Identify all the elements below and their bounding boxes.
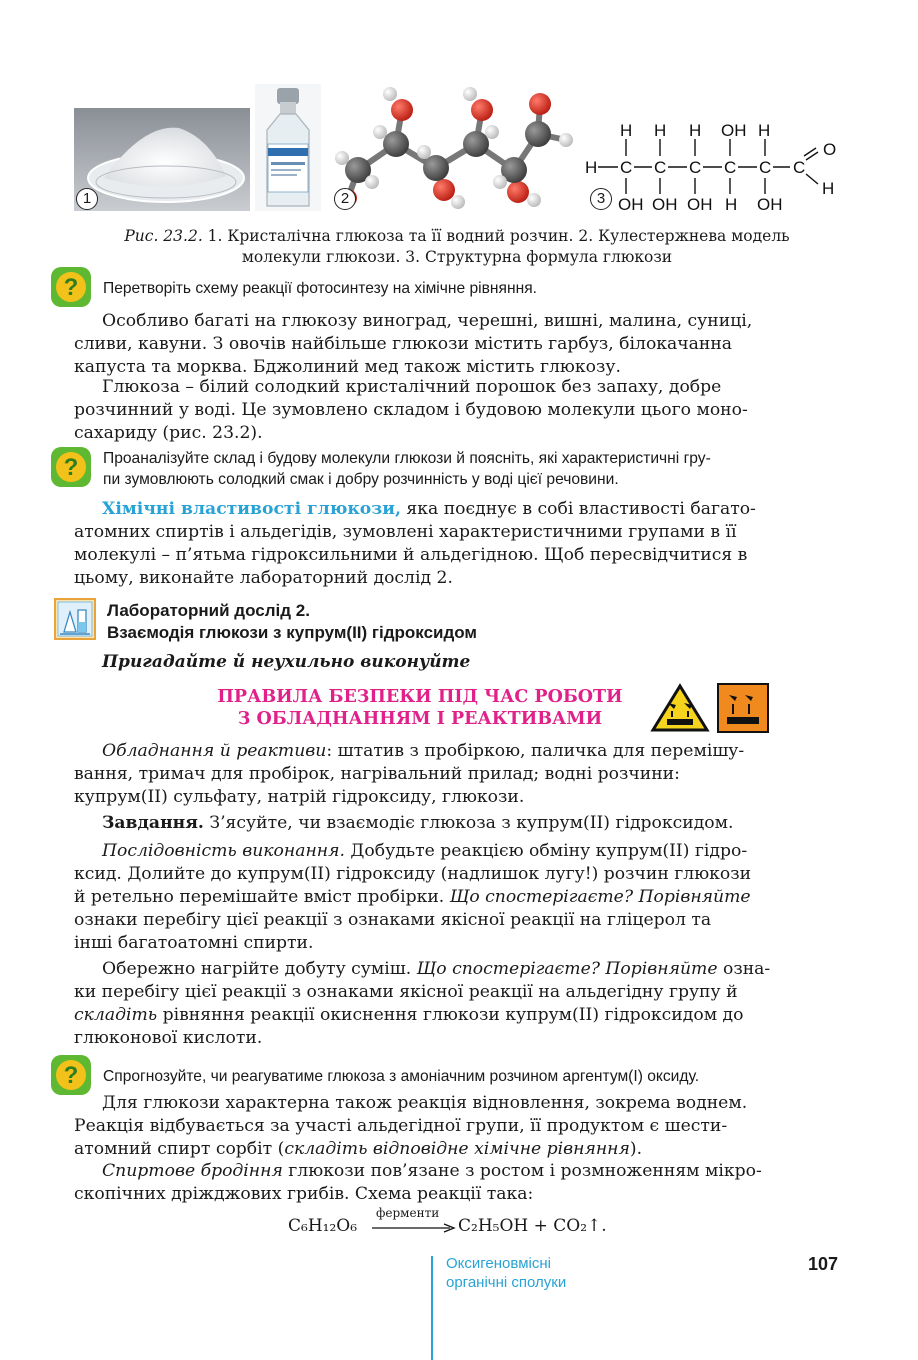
sequence-line4: ознаки перебігу цієї реакції з ознаками якісної реакції на гліцерол та	[74, 910, 712, 930]
struct-top-h-3: H	[689, 121, 702, 140]
equation-arrow-label: ферменти	[376, 1206, 440, 1220]
struct-c-6: C	[793, 158, 806, 177]
caption-line-2: молекули глюкози. 3. Структурна формула глюкози	[241, 248, 673, 266]
corrosive-warning-icon	[650, 683, 710, 733]
lab-remember: Пригадайте й неухильно виконуйте	[102, 652, 471, 672]
sequence-line1: Добудьте реакцією обміну купрум(II) гідро-	[344, 841, 748, 861]
para3-line2: атомних спиртів і альдегідів, зумовлені характеристичними групами в її	[74, 522, 737, 542]
struct-top-h-1: H	[620, 121, 633, 140]
reduction-line3c: ).	[629, 1139, 643, 1159]
heat-line1a: Обережно нагрійте добуту суміш.	[102, 959, 417, 979]
equipment-line1: : штатив з пробіркою, паличка для перемішу-	[326, 741, 745, 761]
struct-c-2: C	[654, 158, 667, 177]
reduction-line1: Для глюкози характерна також реакція відновлення, зокрема воднем.	[102, 1093, 748, 1113]
caption-line-1: 1. Кристалічна глюкоза та її водний розчин. 2. Кулестержнева модель	[202, 227, 790, 245]
lab-experiment-icon	[54, 598, 96, 640]
para1-line1: Особливо багаті на глюкозу виноград, черешні, вишні, малина, суниці,	[102, 311, 753, 331]
struct-c-3: C	[689, 158, 702, 177]
corrosive-orange-icon	[717, 683, 769, 733]
para3-line1: яка поєднує в собі властивості багато-	[400, 499, 756, 519]
struct-top-h-2: H	[654, 121, 667, 140]
question-icon	[50, 446, 92, 488]
reduction-line3b: складіть відповідне хімічне рівняння	[284, 1139, 630, 1159]
para3-line4: цьому, виконайте лабораторний дослід 2.	[74, 568, 453, 588]
heat-line3a: складіть	[74, 1005, 158, 1025]
question2-line1: Проаналізуйте склад і будову молекули глюкози й поясніть, які характеристичні гру-	[103, 450, 711, 467]
section-name-line1: Оксигеновмісні	[446, 1255, 551, 1272]
struct-c-1: C	[620, 158, 633, 177]
figure-badge-2: 2	[334, 188, 356, 210]
equation-right: C₂H₅OH + CO₂↑.	[458, 1216, 607, 1236]
sequence-line3b: Що спостерігаєте? Порівняйте	[449, 887, 751, 907]
reduction-line2: Реакція відбувається за участі альдегідної групи, її продуктом є шести-	[74, 1116, 728, 1136]
heat-line2: ки перебігу цієї реакції з ознаками якісної реакції на альдегідну групу й	[74, 982, 738, 1002]
equipment-line2: вання, тримач для пробірок, нагрівальний прилад; водні розчини:	[74, 764, 680, 784]
lab-title-1: Лабораторний дослід 2.	[107, 601, 310, 620]
equation-left: C₆H₁₂O₆	[288, 1216, 358, 1236]
fermentation-line2: скопічних дріжджових грибів. Схема реакції така:	[74, 1184, 534, 1204]
figure-badge-3: 3	[590, 188, 612, 210]
question-icon	[50, 1054, 92, 1096]
page-number: 107	[808, 1254, 839, 1274]
struct-bottom-h: H	[725, 195, 738, 214]
section-name	[446, 1254, 566, 1292]
structural-formula	[584, 112, 844, 216]
struct-top-h-5: H	[758, 121, 771, 140]
struct-c-4: C	[724, 158, 737, 177]
struct-bottom-oh-5: OH	[757, 195, 783, 214]
figure-caption	[74, 226, 840, 268]
paragraph-fermentation	[74, 1160, 840, 1206]
sequence-line5: інші багатоатомні спирти.	[74, 933, 314, 953]
heat-line1c: озна-	[717, 959, 771, 979]
equipment-line3: купрум(II) сульфату, натрій гідроксиду, глюкози.	[74, 787, 525, 807]
fermentation-equation	[288, 1206, 648, 1246]
question-silver-mirror: Спрогнозуйте, чи реагуватиме глюкоза з амоніачним розчином аргентум(I) оксиду.	[103, 1068, 700, 1085]
struct-aldehyde-o: O	[823, 140, 837, 159]
equipment-label: Обладнання й реактиви	[102, 741, 327, 761]
question-icon	[50, 266, 92, 308]
paragraph-task	[74, 812, 840, 835]
question-photosynthesis: Перетворіть схему реакції фотосинтезу на хімічне рівняння.	[103, 280, 537, 297]
struct-aldehyde-h: H	[822, 179, 835, 198]
fermentation-line1: глюкози пов’язане з ростом і розмноженням мікро-	[282, 1161, 762, 1181]
lab-title-2: Взаємодія глюкози з купрум(II) гідроксидом	[107, 623, 477, 642]
svg-text:?: ?	[63, 454, 79, 481]
para2-line3: сахариду (рис. 23.2).	[74, 423, 263, 443]
struct-left-h: H	[585, 158, 598, 177]
svg-text:?: ?	[63, 1062, 79, 1089]
paragraph-sources	[74, 310, 840, 379]
sequence-line3a: й ретельно перемішайте вміст пробірки.	[74, 887, 450, 907]
caption-prefix: Рис. 23.2.	[124, 227, 203, 245]
ball-and-stick-model	[328, 82, 580, 212]
svg-text:?: ?	[63, 274, 79, 301]
heat-line1b: Що спостерігаєте? Порівняйте	[416, 959, 718, 979]
task-label: Завдання.	[102, 813, 204, 833]
task-text: З’ясуйте, чи взаємодіє глюкоза з купрум(II) гідроксидом.	[203, 813, 734, 833]
question-analyze	[103, 448, 843, 490]
paragraph-reduction	[74, 1092, 840, 1161]
para1-line2: сливи, кавуни. З овочів найбільше глюкози містить гарбуз, білокачанна	[74, 334, 733, 354]
struct-bottom-oh-3: OH	[687, 195, 713, 214]
fermentation-label: Спиртове бродіння	[102, 1161, 283, 1181]
para2-line1: Глюкоза – білий солодкий кристалічний порошок без запаху, добре	[102, 377, 722, 397]
question2-line2: пи зумовлюють солодкий смак і добру розчинність у воді цієї речовини.	[103, 471, 619, 488]
glucose-solution-bottle	[255, 84, 321, 211]
paragraph-sequence	[74, 840, 840, 955]
struct-c-5: C	[759, 158, 772, 177]
struct-top-oh: OH	[721, 121, 747, 140]
chemical-properties-term: Хімічні властивості глюкози,	[102, 499, 401, 519]
sequence-label: Послідовність виконання.	[102, 841, 345, 861]
section-name-line2: органічні сполуки	[446, 1274, 567, 1291]
glucose-powder-photo	[74, 108, 250, 211]
struct-bottom-oh-1: OH	[618, 195, 644, 214]
reaction-arrow-icon	[372, 1222, 456, 1234]
safety-rules-line2: З ОБЛАДНАННЯМ І РЕАКТИВАМИ	[237, 709, 603, 729]
paragraph-heating	[74, 958, 840, 1050]
struct-bottom-oh-2: OH	[652, 195, 678, 214]
safety-rules-line1: ПРАВИЛА БЕЗПЕКИ ПІД ЧАС РОБОТИ	[217, 687, 623, 707]
figure-badge-1: 1	[76, 188, 98, 210]
sequence-line2: ксид. Долийте до купрум(II) гідроксиду (надлишок лугу!) розчин глюкози	[74, 864, 752, 884]
para3-line3: молекулі – п’ятьма гідроксильними й альдегідною. Щоб пересвідчитися в	[74, 545, 748, 565]
para2-line2: розчинний у воді. Це зумовлено складом і будовою молекули цього моно-	[74, 400, 748, 420]
reduction-line3a: атомний спирт сорбіт (	[74, 1139, 285, 1159]
paragraph-equipment	[74, 740, 840, 809]
paragraph-chemical-properties	[74, 498, 840, 590]
para1-line3: капуста та морква. Бджолиний мед також містить глюкозу.	[74, 357, 621, 377]
heat-line4: глюконової кислоти.	[74, 1028, 263, 1048]
heat-line3b: рівняння реакції окиснення глюкози купрум(II) гідроксидом до	[157, 1005, 744, 1025]
paragraph-properties	[74, 376, 840, 445]
footer-divider	[431, 1256, 433, 1360]
